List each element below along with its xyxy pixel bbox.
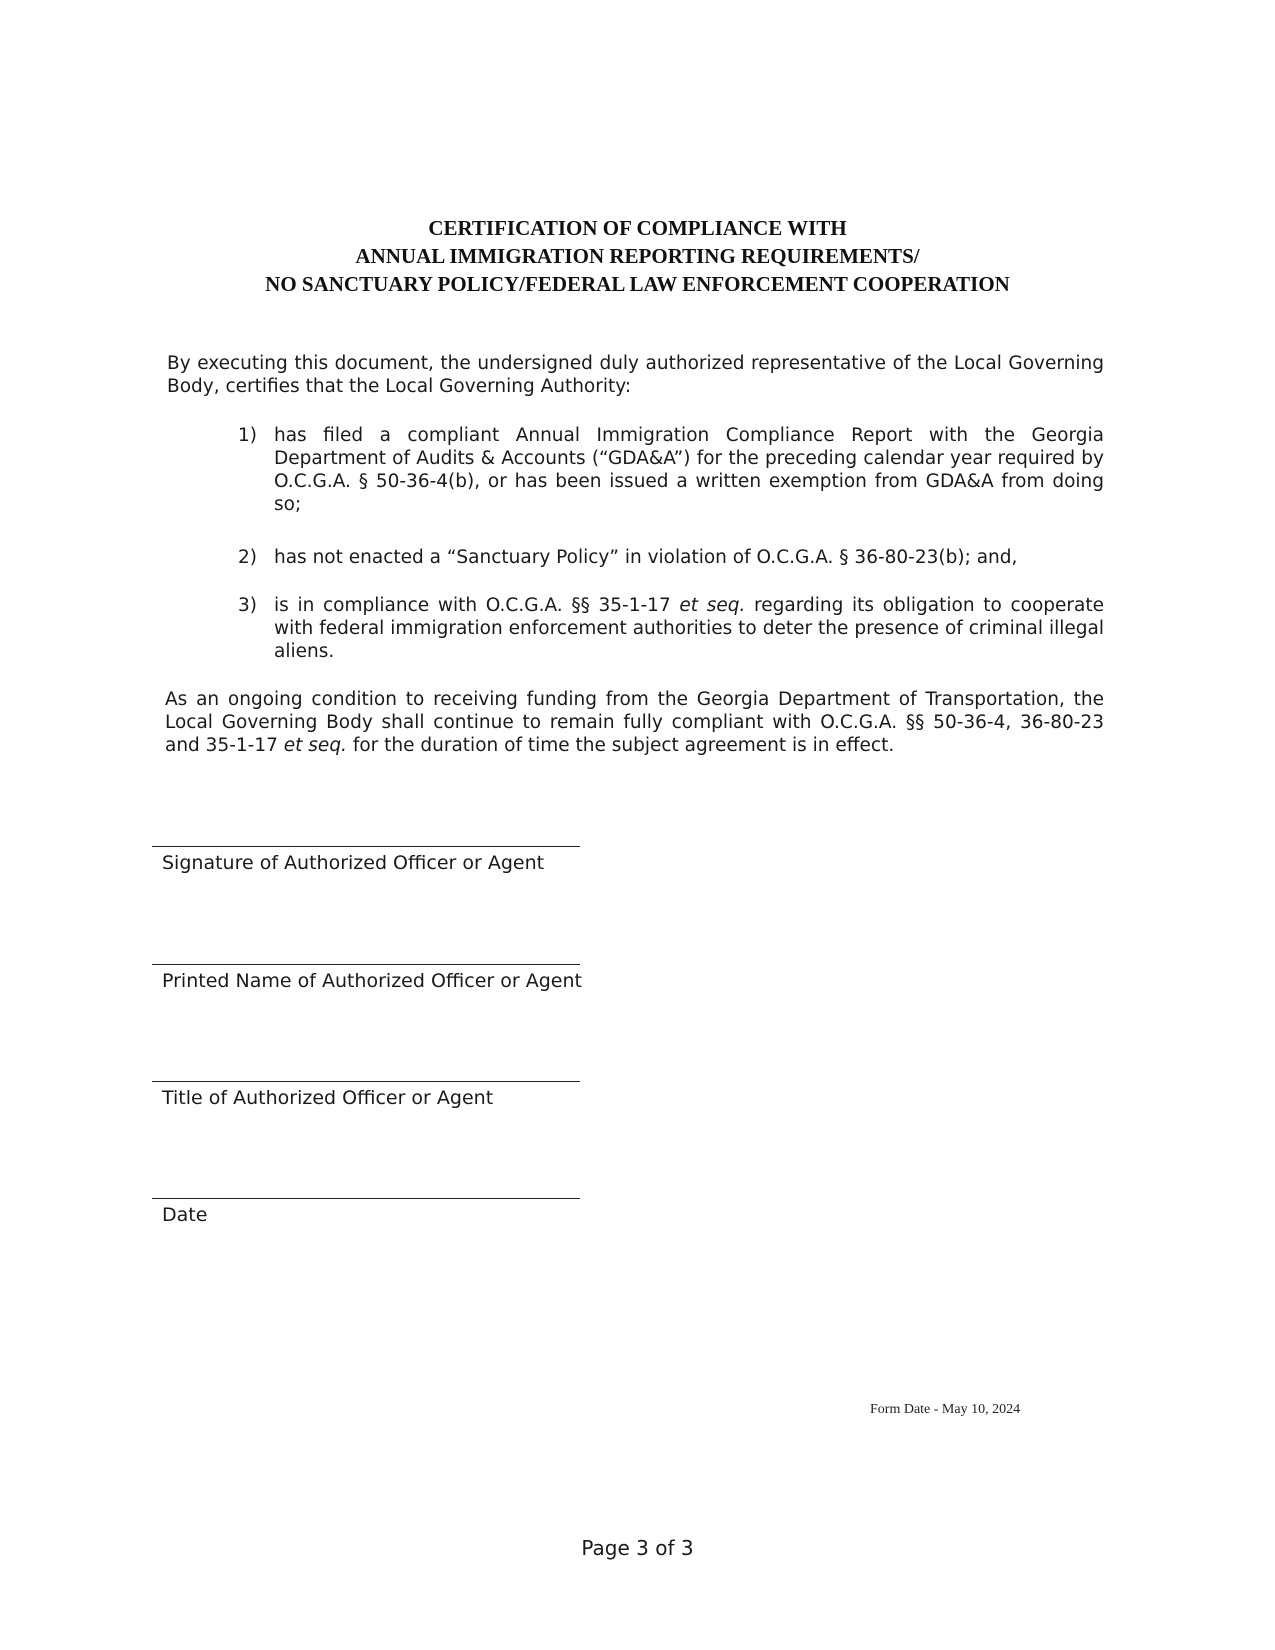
signature-label: Signature of Authorized Officer or Agent [162, 852, 545, 874]
list-item-number: 3) [238, 595, 257, 616]
title-line-3: NO SANCTUARY POLICY/FEDERAL LAW ENFORCEMENT COOPERATION [265, 272, 1010, 296]
list-item-text [274, 594, 1104, 663]
list-item [238, 546, 1104, 569]
list-item [238, 594, 1104, 663]
closing-text-part: for the duration of time the subject agreement is in effect. [346, 735, 895, 756]
title-field[interactable] [152, 1081, 582, 1110]
printed-name-field[interactable] [152, 964, 582, 993]
list-item-number: 1) [238, 425, 257, 446]
closing-paragraph [165, 688, 1104, 757]
signature-line[interactable] [152, 846, 580, 847]
printed-name-label: Printed Name of Authorized Officer or Agent [162, 970, 582, 992]
date-label: Date [162, 1204, 208, 1226]
list-item-text-italic: et seq. [679, 595, 746, 616]
signature-field[interactable] [152, 846, 582, 875]
list-item-number: 2) [238, 547, 257, 568]
title-line-1: CERTIFICATION OF COMPLIANCE WITH [428, 216, 847, 240]
title-label: Title of Authorized Officer or Agent [162, 1087, 494, 1109]
list-item-text: has not enacted a “Sanctuary Policy” in violation of O.C.G.A. § 36-80-23(b); and, [274, 547, 1018, 568]
list-item-text-part: regarding its obligation to cooperate with federal immigration enforcement authorities to deter the presence of criminal illegal aliens. [274, 595, 1105, 662]
date-field[interactable] [152, 1198, 582, 1227]
page-number: Page 3 of 3 [581, 1536, 694, 1560]
document-title [0, 214, 1275, 298]
printed-name-line[interactable] [152, 964, 580, 965]
title-line[interactable] [152, 1081, 580, 1082]
date-line[interactable] [152, 1198, 580, 1199]
closing-text-part: As an ongoing condition to receiving funding from the Georgia Department of Transportation, the Local Governing Body shall continue to remain fully compliant with O.C.G.A. §§ 50-36-4, 36-80-23 and 35-1-17 [165, 689, 1104, 756]
title-line-2: ANNUAL IMMIGRATION REPORTING REQUIREMENTS/ [355, 244, 920, 268]
intro-paragraph: By executing this document, the undersigned duly authorized representative of the Local Governing Body, certifies that the Local Governing Authority: [167, 353, 1104, 397]
list-item-text-part: is in compliance with O.C.G.A. §§ 35-1-17 [274, 595, 680, 616]
closing-text-italic: et seq. [283, 735, 347, 756]
form-date: Form Date - May 10, 2024 [870, 1402, 1021, 1417]
list-item-text: has filed a compliant Annual Immigration Compliance Report with the Georgia Department of Audits & Accounts (“GDA&A”) for the preceding calendar year required by O.C.G.A. § 50-36-4(b), or has been issued a written exemption from GDA&A from doing so; [274, 425, 1104, 515]
list-item [238, 424, 1104, 516]
